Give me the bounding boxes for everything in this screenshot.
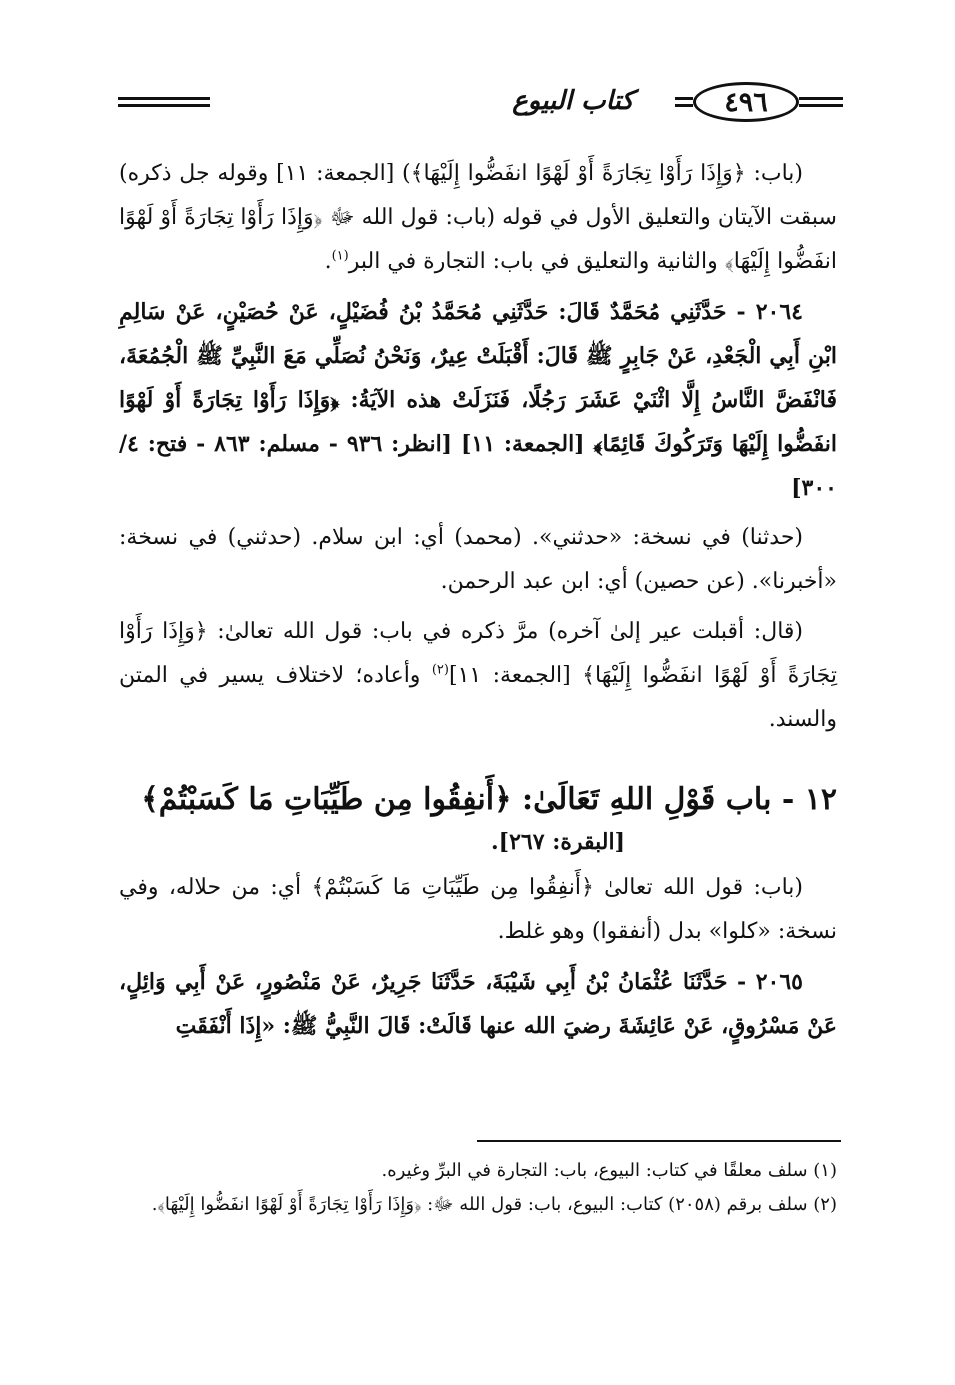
header-rule-inner — [675, 97, 693, 100]
paragraph-text: (باب: ﴿وَإِذَا رَأَوْا تِجَارَةً أَوْ لَهْوًا انفَضُّوا إِلَيْهَا﴾) [الجمعة: ١١] وقوله جل ذكره) سبقت الآيتان والتعليق الأول في قوله (باب: قول الله ﷻ ﴿وَإِذَا رَأَوْا تِجَارَةً أَوْ لَهْوًا انفَضُّوا إِلَيْهَا﴾ والثانية والتعليق في باب: التجارة في البر — [119, 161, 837, 274]
main-text — [119, 152, 837, 1048]
footnote: (٢) سلف برقم (٢٠٥٨) كتاب: البيوع، باب: قول الله ﷻ: ﴿وَإِذَا رَأَوْا تِجَارَةً أَوْ لَهْوًا انفَضُّوا إِلَيْهَا﴾. — [151, 1194, 837, 1215]
header-rule-left — [118, 97, 210, 100]
paragraph-text: (قال: أقبلت عير إلىٰ آخره) مرَّ ذكره في باب: قول الله تعالىٰ: ﴿وَإِذَا رَأَوْا تِجَارَةً أَوْ لَهْوًا انفَضُّوا إِلَيْهَا﴾ [الجمعة: ١١] — [119, 619, 837, 688]
footnote-divider — [477, 1140, 841, 1142]
paragraph-text: وأعاده؛ لاختلاف يسير في المتن والسند. — [119, 663, 837, 732]
paragraph: (حدثنا) في نسخة: «حدثني». (محمد) أي: ابن سلام. (حدثني) في نسخة: «أخبرنا». (عن حصين) أي: ابن عبد الرحمن. — [119, 525, 837, 594]
footnote: (١) سلف معلقًا في كتاب: البيوع، باب: التجارة في البرِّ وغيره. — [381, 1160, 837, 1181]
header-rule-right — [799, 97, 843, 100]
page-header — [118, 78, 843, 136]
footnote-ref: (٢) — [431, 662, 449, 678]
page-number: ٤٩٦ — [693, 82, 799, 122]
footnotes — [119, 1154, 837, 1222]
running-title: كتاب البيوع — [512, 86, 634, 116]
hadith-paragraph: ٢٠٦٥ - حَدَّثَنَا عُثْمَانُ بْنُ أَبِي شَيْبَةَ، حَدَّثَنَا جَرِيرٌ، عَنْ مَنْصُورٍ، عَنْ أَبِي وَائِلٍ، عَنْ مَسْرُوقٍ، عَنْ عَائِشَةَ رضيَ الله عنها قَالَتْ: قَالَ النَّبِيُّ ﷺ: «إِذَا أَنْفَقَتِ — [119, 969, 837, 1039]
paragraph: (باب: ﴿وَإِذَا رَأَوْا تِجَارَةً أَوْ لَهْوًا انفَضُّوا إِلَيْهَا﴾) [الجمعة: ١١] وقوله جل ذكره) سبقت الآيتان والتعليق الأول في قوله (باب: قول الله ﷻ ﴿وَإِذَا رَأَوْا تِجَارَةً أَوْ لَهْوًا انفَضُّوا إِلَيْهَا﴾ والثانية والتعليق في باب: التجارة في البر$^{(١)}$. — [119, 161, 837, 274]
paragraph — [119, 610, 837, 742]
paragraph: (باب: قول الله تعالىٰ ﴿أَنفِقُوا مِن طَيِّبَاتِ مَا كَسَبْتُمْ﴾ أي: من حلاله، وفي نسخة: «كلوا» بدل (أنفقوا) وهو غلط. — [119, 875, 837, 944]
chapter-heading: ١٢ - باب قَوْلِ اللهِ تَعَالَىٰ: ﴿أَنفِقُوا مِن طَيِّبَاتِ مَا كَسَبْتُمْ﴾ — [141, 782, 837, 817]
hadith-paragraph: ٢٠٦٤ - حَدَّثَنِي مُحَمَّدٌ قَالَ: حَدَّثَنِي مُحَمَّدُ بْنُ فُضَيْلٍ، عَنْ حُصَيْنٍ، عَنْ سَالِمِ ابْنِ أَبِي الْجَعْدِ، عَنْ جَابِرٍ ﷺ قَالَ: أَقْبَلَتْ عِيرٌ، وَنَحْنُ نُصَلِّي مَعَ النَّبِيِّ ﷺ الْجُمُعَةَ، فَانْفَضَّ النَّاسُ إِلَّا اثْنَيْ عَشَرَ رَجُلًا، فَنَزَلَتْ هذه الآيَةُ: ﴿وَإِذَا رَأَوْا تِجَارَةً أَوْ لَهْوًا انفَضُّوا إِلَيْهَا وَتَرَكُوكَ قَائِمًا﴾ [الجمعة: ١١] [انظر: ٩٣٦ - مسلم: ٨٦٣ - فتح: ٤/ ٣٠٠] — [119, 299, 837, 501]
footnote-ref: (١) — [331, 248, 349, 264]
chapter-reference: [البقرة: ٢٦٧]. — [491, 829, 625, 855]
